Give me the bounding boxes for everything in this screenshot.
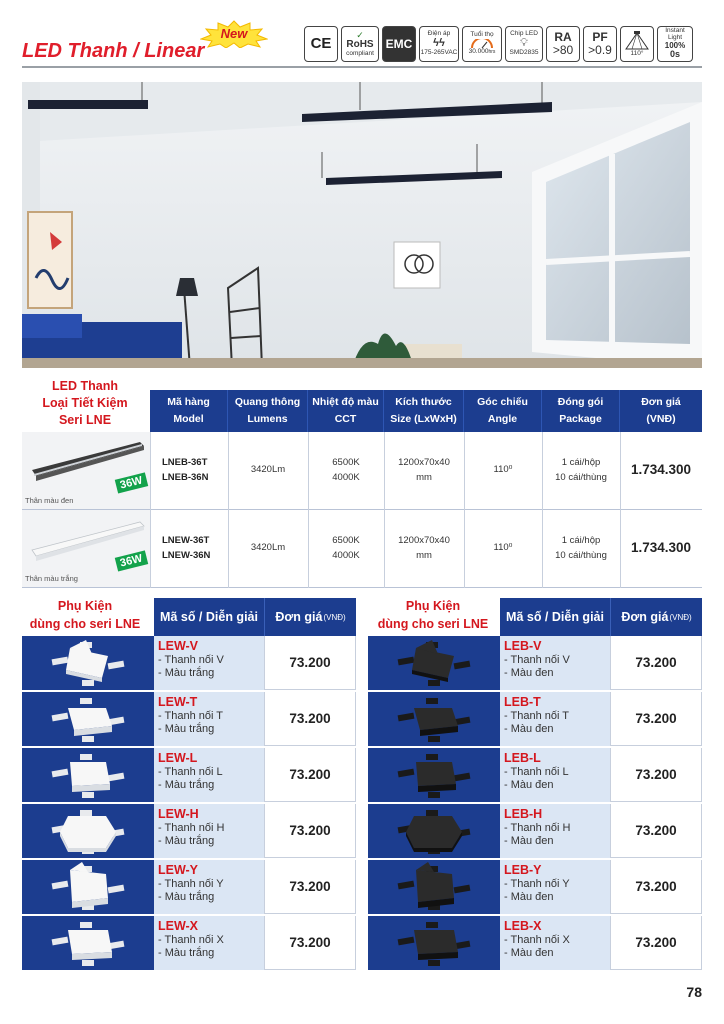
accessory-row [22,748,356,804]
accessory-code: LEW-Y [158,863,199,877]
accessory-type: - Thanh nối H [158,822,225,834]
accessory-row [22,804,356,860]
accessory-price: 73.200 [610,860,702,914]
accessory-code: LEW-X [158,919,199,933]
accessory-row [22,860,356,916]
accessory-type: - Thanh nối T [158,710,224,722]
accessory-color: - Màu trắng [158,947,215,960]
table-divider [228,432,229,588]
model-cell: LNEW-36T LNEW-36N [162,535,211,561]
product-series-title: LED Thanh Loại Tiết Kiệm Seri LNE [42,379,128,427]
angle-cell: 110⁰ [493,542,513,554]
col-price: Đơn giá (VNĐ) [264,598,356,636]
accessory-color: - Màu trắng [158,667,215,680]
product-image-white [22,510,150,587]
table-divider [150,432,151,588]
model-cell: LNEB-36T LNEB-36N [162,457,209,483]
connector-v-image [22,636,154,690]
package-cell: 1 cái/hộp 10 cái/thùng [555,457,607,483]
lightning-icon: ϟϟ [433,37,445,50]
connector-l-image [368,748,500,802]
accessories-white-title: Phụ Kiện dùng cho seri LNE [29,599,141,631]
accessory-description [500,916,610,970]
accessory-price: 73.200 [264,916,356,970]
accessory-price: 73.200 [264,860,356,914]
accessory-code: LEB-H [504,807,543,821]
accessory-description [500,692,610,746]
page-number: 78 [686,984,702,1000]
accessories-white-header [154,598,356,636]
pf-icon: PF >0.9 [583,26,617,62]
col-code: Mã số / Diễn giải [500,598,610,636]
connector-t-image [368,692,500,746]
accessory-color: - Màu trắng [158,835,215,848]
ra-icon: RA >80 [546,26,580,62]
table-row [22,432,702,510]
table-row [22,510,702,588]
product-caption: Thân màu đen [25,496,74,505]
accessory-color: - Màu đen [504,947,554,960]
accessory-price: 73.200 [264,748,356,802]
accessory-color: - Màu đen [504,667,554,680]
new-badge-label: New [220,26,248,41]
price-cell: 1.734.300 [630,462,692,478]
product-room-photo [22,82,702,368]
product-image-black [22,432,150,509]
col-price: Đơn giá (VNĐ) [610,598,702,636]
product-caption: Thân màu trắng [25,574,78,583]
accessory-description [500,804,610,858]
accessory-description [500,748,610,802]
accessory-color: - Màu đen [504,835,554,848]
angle-cell: 110⁰ [493,464,513,476]
price-cell: 1.734.300 [630,540,692,556]
wattage-badge: 36W [115,473,148,494]
table-divider [464,432,465,588]
accessory-type: - Thanh nối X [504,934,570,946]
accessory-code: LEB-Y [504,863,542,877]
new-badge [200,20,268,48]
table-divider [308,432,309,588]
accessory-description [154,916,264,970]
certification-strip [304,26,693,62]
lumens-cell: 3420Lm [250,542,286,554]
accessory-price: 73.200 [264,636,356,690]
accessories-black-title: Phụ Kiện dùng cho seri LNE [377,599,489,631]
accessory-code: LEB-X [504,919,542,933]
accessory-row [368,804,702,860]
col-code: Mã số / Diễn giải [154,598,264,636]
accessory-color: - Màu đen [504,723,554,736]
accessory-description [154,636,264,690]
wattage-badge: 36W [115,551,148,572]
chip-led-icon: Chip LED 💡︎ SMD2835 [505,26,543,62]
accessory-type: - Thanh nối X [158,934,224,946]
accessory-row [22,692,356,748]
bulb-icon: 💡︎ [520,37,528,50]
accessory-description [500,860,610,914]
connector-y-image [22,860,154,914]
accessory-price: 73.200 [264,692,356,746]
accessory-row [368,916,702,972]
ce-mark-icon: CE [304,26,338,62]
accessory-description [500,636,610,690]
accessory-price: 73.200 [610,916,702,970]
accessory-price: 73.200 [610,636,702,690]
connector-l-image [22,748,154,802]
cct-cell: 6500K 4000K [332,457,360,483]
accessory-price: 73.200 [610,692,702,746]
emc-icon: EMC [382,26,416,62]
accessory-color: - Màu trắng [158,779,215,792]
accessory-row [368,860,702,916]
accessory-description [154,748,264,802]
accessory-type: - Thanh nối Y [158,878,224,890]
size-cell: 1200x70x40 mm [398,535,450,561]
connector-t-image [22,692,154,746]
connector-y-image [368,860,500,914]
header-size: Kích thước Size (LxWxH) [384,390,464,432]
accessory-color: - Màu đen [504,891,554,904]
accessory-type: - Thanh nối H [504,822,571,834]
accessory-row [22,636,356,692]
package-cell: 1 cái/hộp 10 cái/thùng [555,535,607,561]
size-cell: 1200x70x40 mm [398,457,450,483]
accessory-type: - Thanh nối T [504,710,570,722]
header-model: Mã hàng Model [150,390,228,432]
lifetime-icon: Tuổi thọ 30.000hrs [462,26,502,62]
header-price: Đơn giá (VNĐ) [641,396,681,425]
product-table-header [150,390,702,432]
accessory-type: - Thanh nối L [504,766,569,778]
connector-h-image [368,804,500,858]
accessory-description [154,804,264,858]
accessory-code: LEB-T [504,695,541,709]
header-package: Đóng gói Package [542,390,620,432]
header-angle: Góc chiếu Angle [464,390,542,432]
checkmark-icon: ✓ [356,29,364,40]
accessory-type: - Thanh nối V [158,654,224,666]
accessory-row [368,748,702,804]
table-divider [384,432,385,588]
accessory-description [154,860,264,914]
accessory-code: LEB-L [504,751,541,765]
accessory-code: LEW-V [158,639,199,653]
accessory-type: - Thanh nối Y [504,878,570,890]
accessory-code: LEB-V [504,639,542,653]
table-divider [542,432,543,588]
header-cct: Nhiệt độ màu CCT [308,390,384,432]
accessory-price: 73.200 [610,804,702,858]
cct-cell: 6500K 4000K [332,535,360,561]
connector-v-image [368,636,500,690]
accessory-price: 73.200 [264,804,356,858]
accessory-description [154,692,264,746]
accessory-row [22,916,356,972]
page-title: LED Thanh / Linear [22,40,205,62]
connector-x-image [22,916,154,970]
header-lumens: Quang thông Lumens [228,390,308,432]
rohs-icon: ✓ RoHS compliant [341,26,379,62]
connector-h-image [22,804,154,858]
accessory-row [368,692,702,748]
accessory-type: - Thanh nối L [158,766,223,778]
accessory-code: LEW-L [158,751,198,765]
lumens-cell: 3420Lm [250,464,286,476]
voltage-icon: Điện áp ϟϟ 175-265VAC [419,26,459,62]
instant-light-icon: Instant Light 100% 0s [657,26,693,62]
accessory-color: - Màu trắng [158,891,215,904]
accessory-row [368,636,702,692]
accessory-code: LEW-T [158,695,198,709]
accessories-black-header [500,598,702,636]
connector-x-image [368,916,500,970]
accessory-type: - Thanh nối V [504,654,570,666]
header-divider [22,66,702,68]
accessory-code: LEW-H [158,807,199,821]
beam-angle-icon: 110° [620,26,654,62]
accessory-color: - Màu trắng [158,723,215,736]
accessory-color: - Màu đen [504,779,554,792]
table-divider [620,432,621,588]
accessory-price: 73.200 [610,748,702,802]
